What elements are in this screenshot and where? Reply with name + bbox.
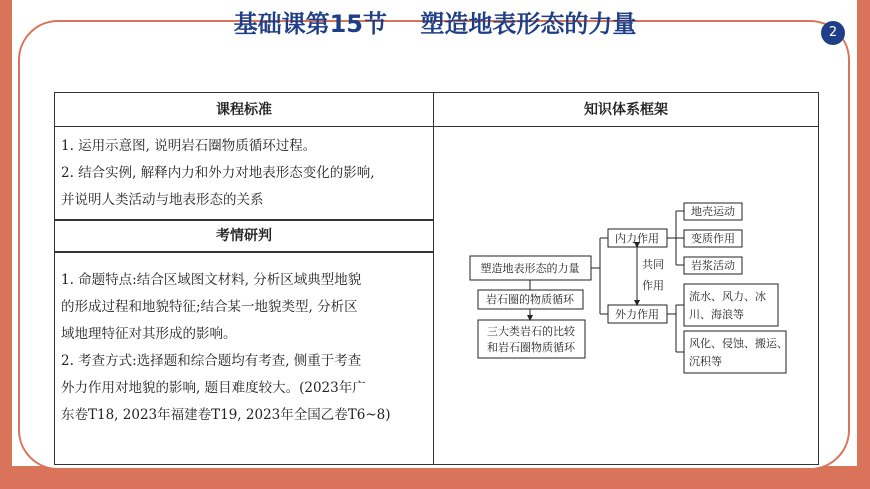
external-item-line: 流水、风力、冰: [689, 290, 766, 303]
cycle-node: 岩石圈的物质循环: [486, 293, 574, 306]
left-column: [55, 127, 434, 465]
internal-item: 岩浆活动: [691, 259, 735, 272]
external-node: 外力作用: [615, 308, 659, 321]
internal-item: 地壳运动: [691, 205, 735, 218]
content-table: [54, 92, 819, 465]
exam-header: 考情研判: [55, 219, 433, 253]
standard-line: 2. 结合实例, 解释内力和外力对地表形态变化的影响,: [61, 165, 375, 181]
cycle-detail-line: 三大类岩石的比较: [487, 325, 575, 338]
exam-block: [55, 253, 433, 464]
right-header: 知识体系框架: [434, 93, 819, 127]
internal-item: 变质作用: [691, 232, 735, 245]
corner-decoration-right: [857, 0, 870, 489]
page-title: 基础课第15节 塑造地表形态的力量: [233, 10, 637, 38]
internal-node: 内力作用: [615, 232, 659, 245]
common-label: 共同: [642, 258, 664, 271]
common-label: 作用: [642, 279, 664, 292]
exam-line: 域地理特征对其形成的影响。: [61, 326, 237, 342]
framework-cell: [434, 127, 819, 465]
exam-line: 2. 考查方式:选择题和综合题均有考查, 侧重于考查: [61, 353, 362, 369]
external-item-line: 沉积等: [689, 355, 722, 368]
external-item-line: 川、海浪等: [689, 308, 744, 321]
corner-decoration-top-left: [0, 0, 12, 489]
external-item-line: 风化、侵蚀、搬运、: [689, 337, 788, 350]
cycle-detail-line: 和岩石圈物质循环: [487, 341, 575, 354]
standards-block: [55, 127, 433, 219]
exam-line: 外力作用对地貌的影响, 题目难度较大。(2023年广: [61, 380, 366, 396]
left-header: 课程标准: [55, 93, 434, 127]
standard-line: 并说明人类活动与地表形态的关系: [61, 192, 264, 208]
root-node: 塑造地表形态的力量: [480, 262, 580, 275]
knowledge-diagram: [434, 127, 819, 460]
standard-line: 1. 运用示意图, 说明岩石圈物质循环过程。: [61, 138, 317, 154]
exam-line: 1. 命题特点:结合区域图文材料, 分析区域典型地貌: [61, 272, 362, 288]
exam-line: 的形成过程和地貌特征;结合某一地貌类型, 分析区: [61, 299, 358, 315]
exam-line: 东卷T18, 2023年福建卷T19, 2023年全国乙卷T6~8): [61, 407, 391, 423]
page-number: 2: [821, 21, 845, 45]
